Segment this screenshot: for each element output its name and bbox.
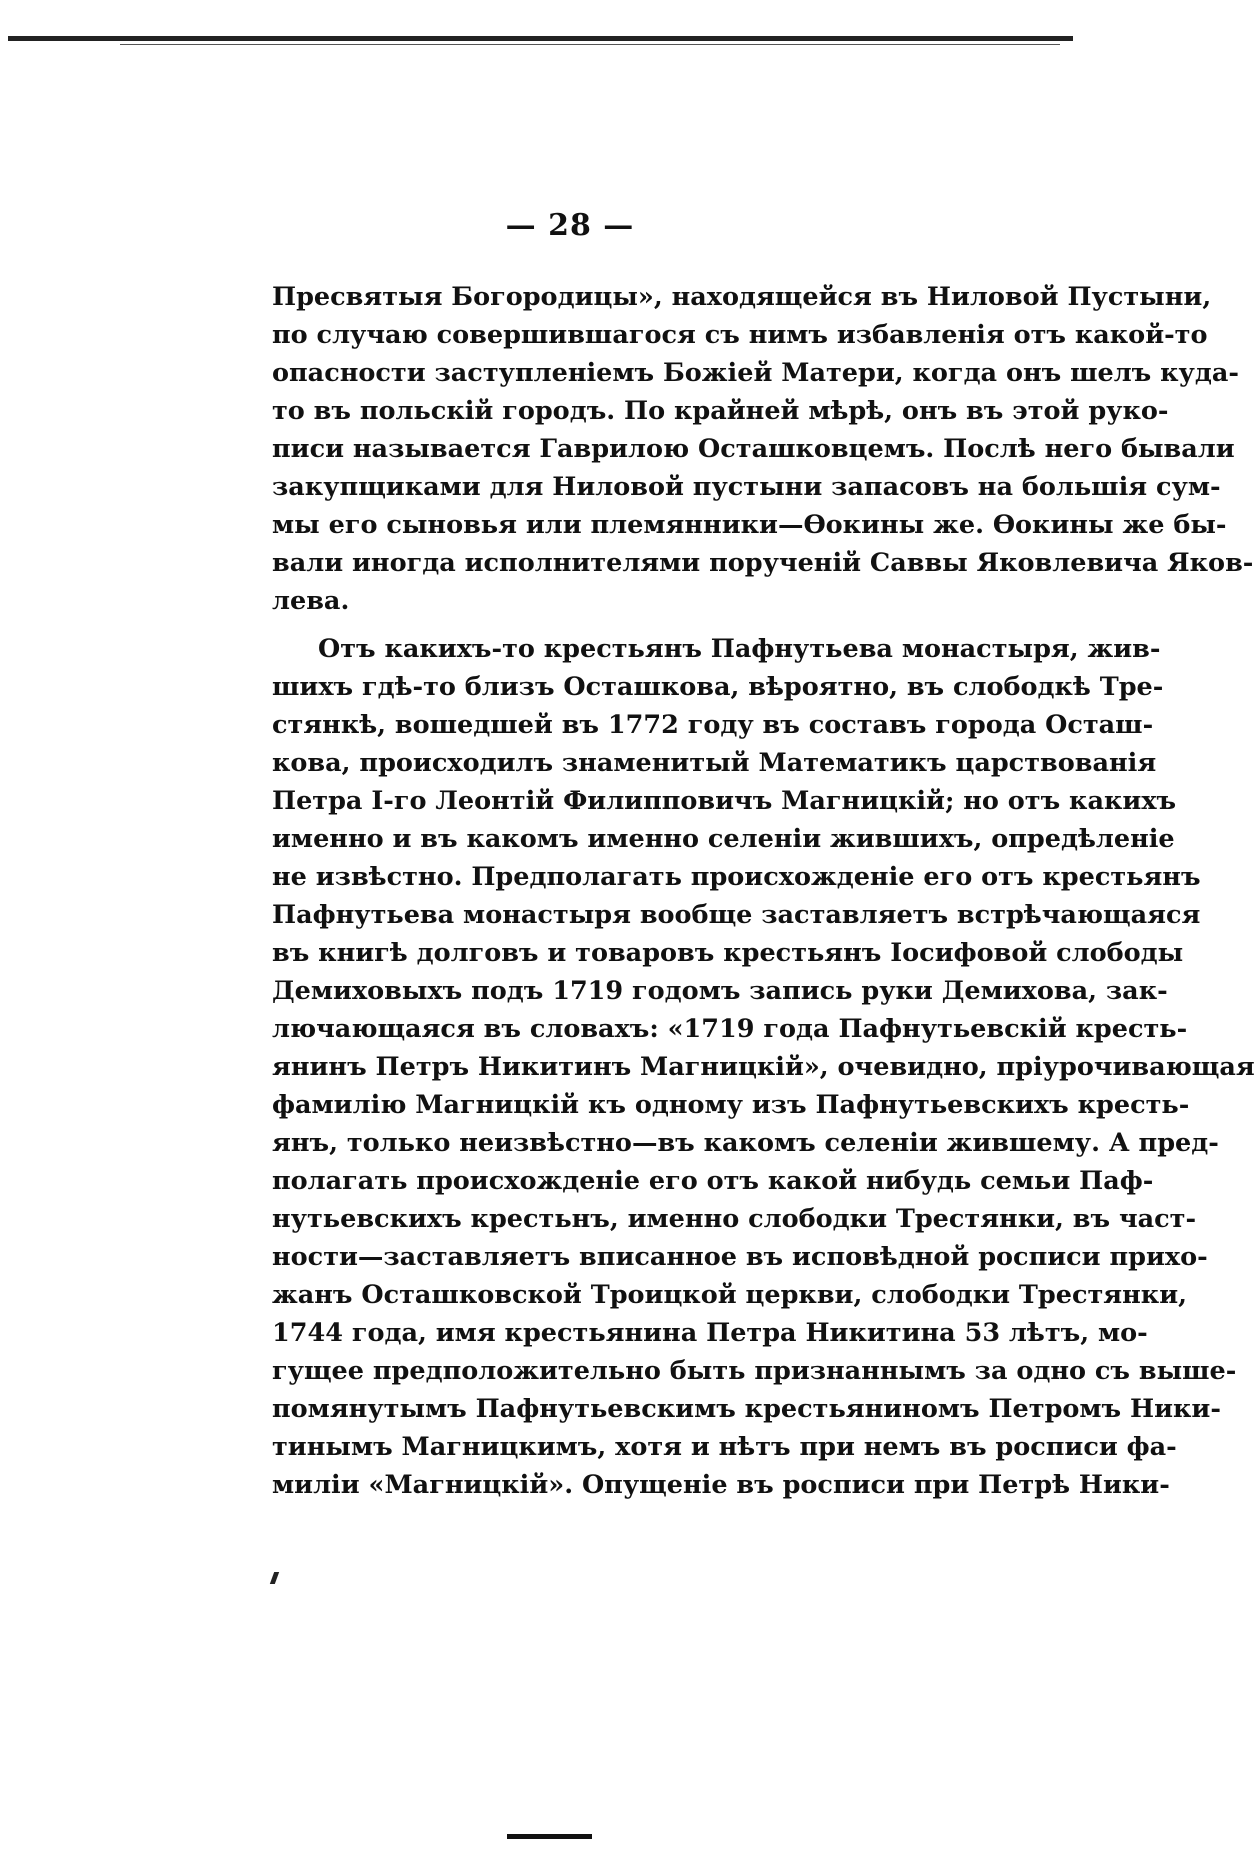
top-scan-rule-thin: [120, 44, 1060, 45]
text-line: не извѣстно. Предполагать происхожденіе его отъ крестьянъ: [272, 862, 1201, 892]
text-line: нутьевскихъ крестьнъ, именно слободки Трестянки, въ част-: [272, 1204, 1197, 1234]
text-line: въ книгѣ долговъ и товаровъ крестьянъ Іосифовой слободы: [272, 938, 1184, 968]
text-line: стянкѣ, вошедшей въ 1772 году въ составъ города Осташ-: [272, 710, 1154, 740]
ink-mark: [270, 1572, 279, 1584]
text-line: гущее предположительно быть признаннымъ за одно съ выше-: [272, 1356, 1237, 1386]
text-line: кова, происходилъ знаменитый Математикъ царствованія: [272, 748, 1157, 778]
bottom-rule: [507, 1834, 592, 1839]
text-line: шихъ гдѣ-то близъ Осташкова, вѣроятно, въ слободкѣ Тре-: [272, 672, 1164, 702]
text-line: фамилію Магницкій къ одному изъ Пафнутьевскихъ кресть-: [272, 1090, 1190, 1120]
text-line: именно и въ какомъ именно селеніи жившихъ, опредѣленіе: [272, 824, 1175, 854]
paragraph: [272, 278, 1254, 620]
page-number: — 28 —: [505, 208, 635, 243]
body-text: [272, 278, 1255, 1504]
text-line: полагать происхожденіе его отъ какой нибудь семьи Паф-: [272, 1166, 1154, 1196]
paragraph-gap: [272, 620, 1072, 630]
text-line: янинъ Петръ Никитинъ Магницкій», очевидно, пріурочивающая: [272, 1052, 1255, 1082]
paragraph: [272, 630, 1255, 1504]
text-line: Пафнутьева монастыря вообще заставляетъ встрѣчающаяся: [272, 900, 1201, 930]
text-line: Петра I-го Леонтій Филипповичъ Магницкій; но отъ какихъ: [272, 786, 1177, 816]
text-line: 1744 года, имя крестьянина Петра Никитина 53 лѣтъ, мо-: [272, 1318, 1148, 1348]
text-line: жанъ Осташковской Троицкой церкви, слободки Трестянки,: [272, 1280, 1187, 1310]
text-line: миліи «Магницкій». Опущеніе въ росписи при Петрѣ Ники-: [272, 1470, 1170, 1500]
text-line: помянутымъ Пафнутьевскимъ крестьяниномъ Петромъ Ники-: [272, 1394, 1221, 1424]
text-line: янъ, только неизвѣстно—въ какомъ селеніи жившему. А пред-: [272, 1128, 1219, 1158]
text-line: лючающаяся въ словахъ: «1719 года Пафнутьевскій кресть-: [272, 1014, 1188, 1044]
text-line: Демиховыхъ подъ 1719 годомъ запись руки Демихова, зак-: [272, 976, 1168, 1006]
text-line: опасности заступленіемъ Божіей Матери, когда онъ шелъ куда-: [272, 358, 1239, 388]
text-line: закупщиками для Ниловой пустыни запасовъ на большія сум-: [272, 472, 1221, 502]
top-scan-rule: [8, 36, 1073, 41]
text-line: мы его сыновья или племянники—Өокины же. Өокины же бы-: [272, 510, 1227, 540]
text-line: Отъ какихъ-то крестьянъ Пафнутьева монастыря, жив-: [318, 634, 1161, 664]
text-line: тинымъ Магницкимъ, хотя и нѣтъ при немъ въ росписи фа-: [272, 1432, 1177, 1462]
text-line: Пресвятыя Богородицы», находящейся въ Ниловой Пустыни,: [272, 282, 1212, 312]
text-line: писи называется Гаврилою Осташковцемъ. Послѣ него бывали: [272, 434, 1235, 464]
text-line: то въ польскій городъ. По крайней мѣрѣ, онъ въ этой руко-: [272, 396, 1169, 426]
text-line: вали иногда исполнителями порученій Саввы Яковлевича Яков-: [272, 548, 1254, 578]
text-line: по случаю совершившагося съ нимъ избавленія отъ какой-то: [272, 320, 1208, 350]
text-line: ности—заставляетъ вписанное въ исповѣдной росписи прихо-: [272, 1242, 1208, 1272]
text-line: лева.: [272, 586, 350, 616]
